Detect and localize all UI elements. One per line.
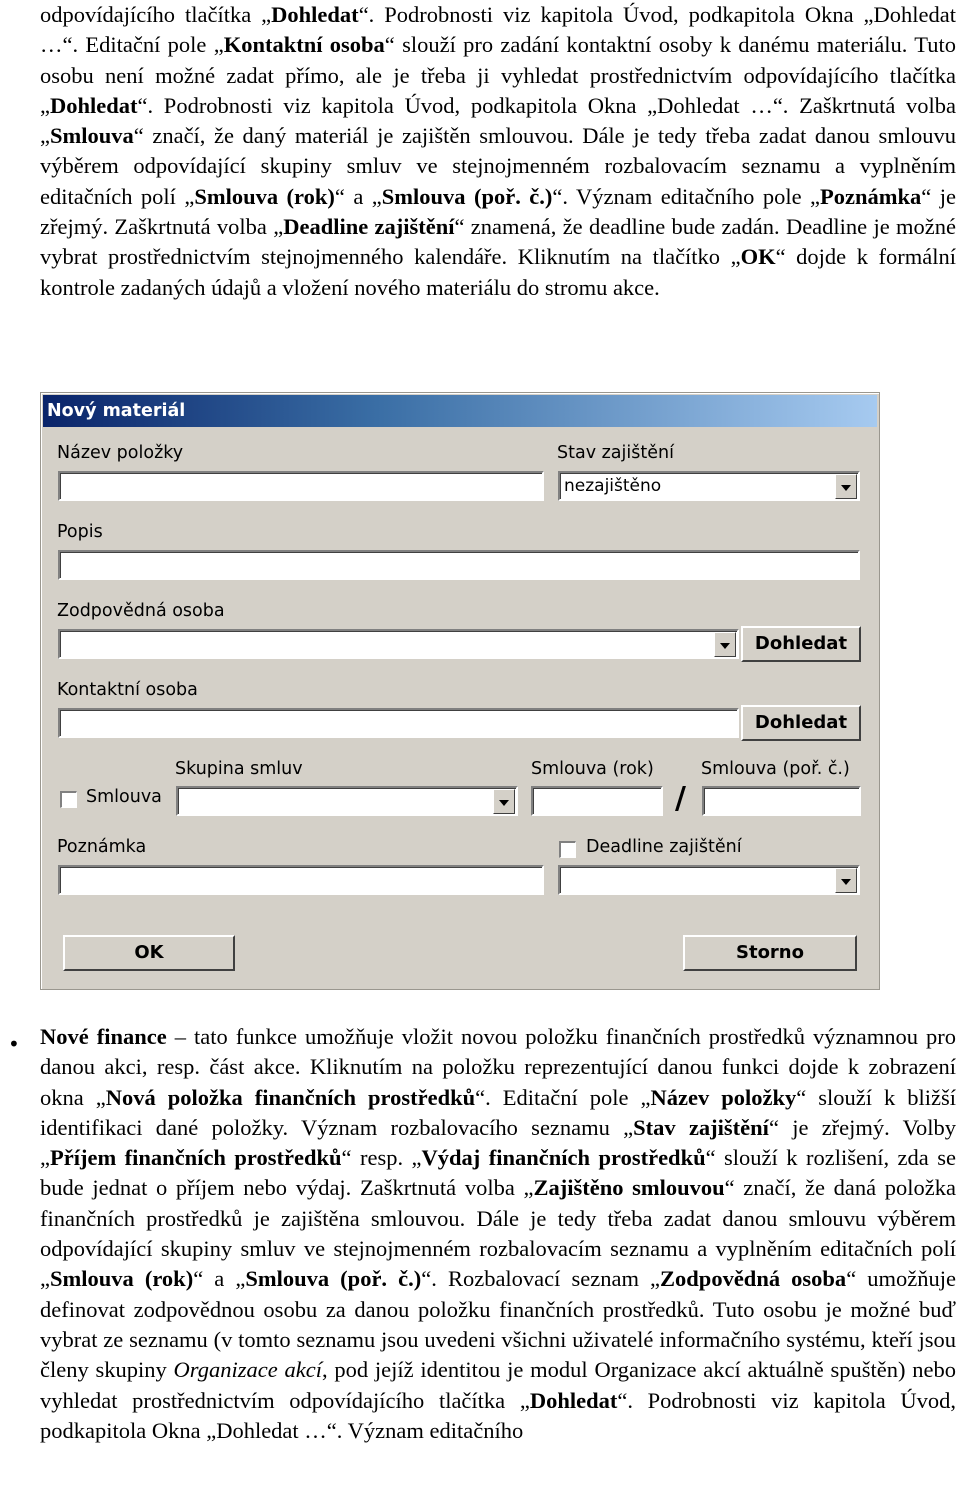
- smlouva-rok-input[interactable]: [531, 786, 663, 816]
- text: “ a „: [193, 1266, 246, 1292]
- smlouva-por-label: Smlouva (poř. č.): [701, 759, 850, 779]
- kontaktni-input[interactable]: [58, 708, 739, 738]
- text: “ slouží k rozlišení, zda se bude jednat o příjem nebo výdaj. Zaškrtnutá volba „: [40, 1145, 956, 1201]
- term: Nové finance: [40, 1024, 167, 1049]
- term: Smlouva: [50, 123, 134, 149]
- term: Dohledat: [271, 2, 359, 27]
- chevron-down-icon[interactable]: [835, 868, 857, 893]
- popis-input[interactable]: [58, 550, 860, 580]
- paragraph-nove-finance: [40, 1022, 956, 1446]
- dialog-title: Nový materiál: [43, 395, 877, 427]
- nazev-input[interactable]: [58, 471, 544, 501]
- text: “. Rozbalovací seznam „: [421, 1266, 661, 1292]
- stav-value: nezajištěno: [564, 476, 662, 496]
- text: “. Podrobnosti viz kapitola Úvod, podkapitola Okna „Dohledat …“. Zaškrtnutá volba „: [40, 92, 956, 149]
- text: , pod jejíž identitou je modul Organizace akcí aktuálně spuštěn) nebo vyhledat prostřednictvím odpovídajícího tlačítka „: [40, 1357, 956, 1413]
- stav-label: Stav zajištění: [557, 443, 674, 463]
- dohledat-button-1[interactable]: Dohledat: [741, 626, 861, 662]
- term: Dohledat: [529, 1387, 618, 1413]
- text: odpovídajícího tlačítka „: [40, 2, 272, 27]
- emphasis: Organizace akcí: [173, 1357, 322, 1383]
- term: Zajištěno smlouvou: [533, 1175, 725, 1201]
- kontaktni-label: Kontaktní osoba: [57, 680, 198, 700]
- term: Smlouva (rok): [194, 183, 335, 209]
- term: Poznámka: [820, 183, 922, 209]
- dohledat-button-2[interactable]: Dohledat: [741, 705, 861, 741]
- smlouva-checkbox-label: Smlouva: [86, 787, 162, 807]
- deadline-select[interactable]: [558, 865, 860, 895]
- term: Název položky: [650, 1084, 797, 1110]
- term: Příjem finančních prostředků: [50, 1145, 342, 1171]
- paragraph-intro: [40, 0, 956, 303]
- text: “ resp. „: [341, 1145, 422, 1171]
- text: “ je zřejmý. Volby „: [40, 1114, 957, 1171]
- text: “ dojde k formální kontrole zadaných údajů a vložení nového materiálu do stromu akce.: [40, 244, 956, 300]
- term: Smlouva (poř. č.): [245, 1266, 422, 1292]
- smlouva-checkbox[interactable]: [60, 791, 77, 808]
- text: “ znamená, že deadline bude zadán. Deadline je možné vybrat prostřednictvím stejnojmenného kalendáře. Kliknutím na tlačítko „: [40, 214, 956, 270]
- zodpovedna-label: Zodpovědná osoba: [57, 601, 225, 621]
- text: “ slouží pro zadání kontaktní osoby k danému materiálu. Tuto osobu není možné zadat přímo, ale je třeba ji vyhledat prostřednictvím odpovídajícího tlačítka „: [40, 32, 956, 118]
- bullet-icon: •: [8, 1032, 20, 1056]
- skupina-select[interactable]: [176, 786, 518, 816]
- text: “. Editační pole „: [475, 1084, 651, 1110]
- stav-select[interactable]: [558, 471, 860, 501]
- chevron-down-icon[interactable]: [714, 632, 736, 657]
- poznamka-input[interactable]: [58, 865, 544, 895]
- ok-button[interactable]: OK: [63, 935, 235, 971]
- text: “. Podrobnosti viz kapitola Úvod, podkapitola Okna „Dohledat …“. Význam editačního: [40, 1387, 956, 1443]
- chevron-down-icon[interactable]: [835, 474, 857, 499]
- text: – tato funkce umožňuje vložit novou položku finančních prostředků významnou pro danou akci, resp. část akce. Kliknutím na položku reprezentující danou funkci dojde k zobrazení okna „: [40, 1024, 956, 1110]
- text: “. Význam editačního pole „: [552, 183, 821, 209]
- deadline-checkbox-label: Deadline zajištění: [586, 837, 742, 857]
- chevron-down-icon[interactable]: [493, 789, 515, 814]
- text: “ značí, že daná položka finančních prostředků je zajištěna smlouvou. Dále je tedy třeba zadat danou smlouvu výběrem odpovídající skupiny smluv ve stejnojmenném rozbalovacím seznamu a vyplněním editačních polí „: [40, 1175, 956, 1292]
- new-material-dialog: [40, 392, 880, 990]
- term: OK: [740, 244, 776, 270]
- term: Nová položka finančních prostředků: [105, 1084, 476, 1110]
- text: “ značí, že daný materiál je zajištěn smlouvou. Dále je tedy třeba zadat danou smlouvu výběrem odpovídající skupiny smluv ve stejnojmenném rozbalovacím seznamu a vyplněním editačních polí „: [40, 123, 956, 209]
- term: Zodpovědná osoba: [660, 1266, 847, 1292]
- term: Kontaktní osoba: [223, 32, 385, 58]
- storno-button[interactable]: Storno: [683, 935, 857, 971]
- term: Výdaj finančních prostředků: [421, 1145, 706, 1171]
- text: “ a „: [334, 183, 382, 209]
- nazev-label: Název položky: [57, 443, 184, 463]
- popis-label: Popis: [57, 522, 103, 542]
- text: “ je zřejmý. Zaškrtnutá volba „: [40, 183, 956, 240]
- smlouva-rok-label: Smlouva (rok): [531, 759, 654, 779]
- text: “ umožňuje definovat zodpovědnou osobu za danou položku finančních prostředků. Tuto osobu je možné buď vybrat ze seznamu (v tomto seznamu jsou uvedeni všichni uživatelé informačního systému, kteří jsou členy skupiny: [40, 1266, 956, 1383]
- term: Dohledat: [50, 92, 138, 118]
- skupina-label: Skupina smluv: [175, 759, 303, 779]
- zodpovedna-select[interactable]: [58, 629, 739, 659]
- term: Deadline zajištění: [283, 214, 455, 240]
- text: “. Podrobnosti viz kapitola Úvod, podkapitola Okna „Dohledat …“. Editační pole „: [40, 2, 957, 58]
- term: Stav zajištění: [633, 1114, 769, 1140]
- text: “ slouží k bližší identifikaci dané položky. Význam rozbalovacího seznamu „: [40, 1084, 956, 1140]
- term: Smlouva (poř. č.): [381, 183, 553, 209]
- term: Smlouva (rok): [50, 1266, 194, 1292]
- poznamka-label: Poznámka: [57, 837, 147, 857]
- slash-separator: /: [675, 781, 686, 816]
- smlouva-por-input[interactable]: [702, 786, 861, 816]
- deadline-checkbox[interactable]: [559, 841, 576, 858]
